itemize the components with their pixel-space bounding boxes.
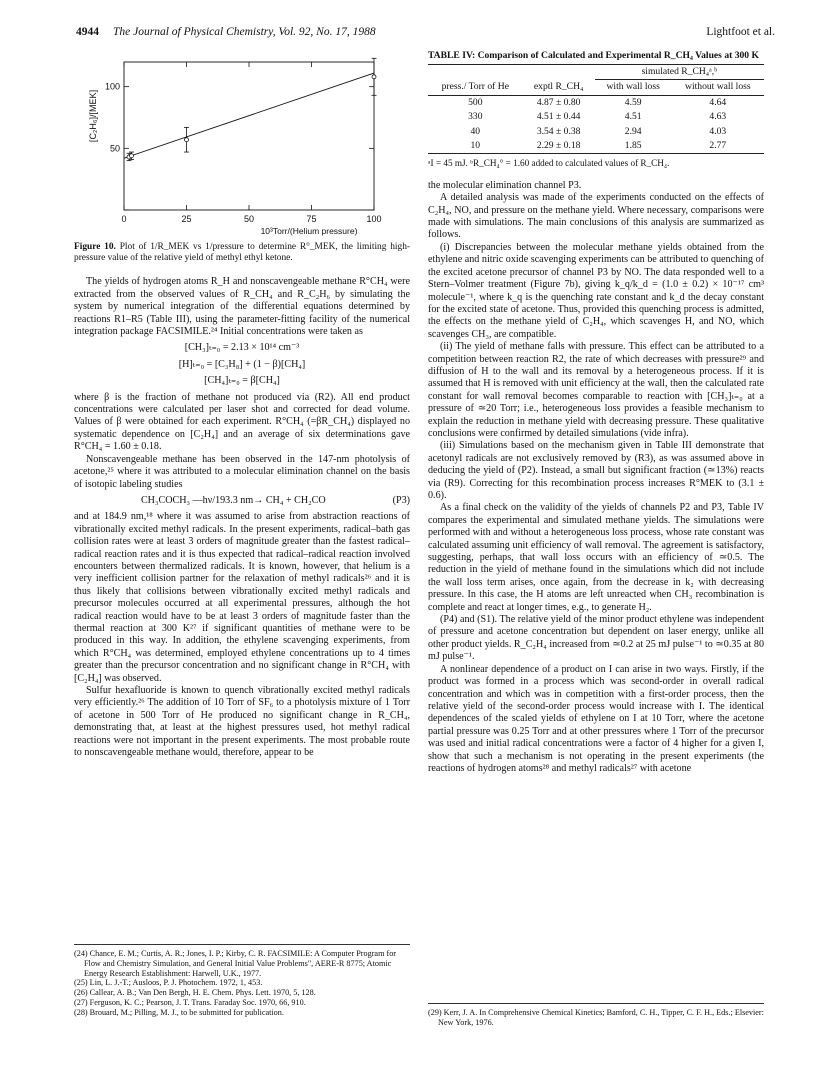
paragraph: Nonscavengeable methane has been observed in the 147-nm photolysis of acetone,²⁵ where it was attributed to a molecular elimination channel on the basis of isotopic labeling studies (74, 453, 410, 490)
paragraph: Sulfur hexafluoride is known to quench vibrationally excited methyl radicals very efficiently.²⁶ The addition of 10 Torr of SF₆ to a photolysis mixture of 1 Torr of acetone in 500 Torr of He produced no significant change in R_CH₄, demonstrating that, at least at the highest pressures used, hot methyl radical reactions were not important in the present experiments. The most probable route to nonscavengeable methane would, therefore, appear to be (74, 685, 410, 759)
paragraph: (ii) The yield of methane falls with pressure. This effect can be attributed to a competition between reaction R2, the rate of which decreases with pressure²⁹ and diffusion of H to the wall and its removal by a heterogeneous process. If it is assumed that H is removed with unit efficiency at the wall, then the calculated rate constant for wall removal becomes comparable to reaction with [CH₃]ₜ₌₀ at a pressure of ≃20 Torr; i.e., heterogeneous loss provides a feasible mechanism to explain the reduction in methane yield with decreasing pressure. These qualitative conclusions were confirmed by detailed simulations (vide infra). (428, 341, 764, 439)
footnote: (28) Brouard, M.; Pilling, M. J., to be submitted for publication. (74, 1007, 284, 1017)
table-header: press./ Torr of He (428, 80, 523, 95)
table-cell: 4.59 (624, 96, 642, 108)
table-cell: 1.85 (595, 139, 672, 154)
table-cell: 2.94 (624, 125, 642, 137)
footnotes-right (428, 1003, 764, 1028)
table-cell: 330 (468, 111, 483, 123)
table-row (428, 139, 764, 154)
table-row (428, 95, 764, 110)
table-iv (428, 64, 764, 154)
x-tick-label: 100 (366, 214, 382, 224)
table-cell: 3.54 ± 0.38 (536, 125, 581, 137)
paragraph: the molecular elimination channel P3. (428, 179, 582, 191)
table-header: without wall loss (672, 80, 764, 95)
paragraph: A nonlinear dependence of a product on I can arise in two ways. Firstly, if the product was formed in a process which was second-order in overall radical concentration and which was in competition with a first-order process, then the relative yield of the second-order process would increase with I. The identical dependences of the scaled yields of ethylene on I at 10 Torr, where the acetone partial pressure was 0.25 Torr and at other pressures where 1 Torr of the precursor was used and initial radical concentrations were a factor of 4 higher for a given I, show that such a mechanism is not operating in the present experiments (the reactions of hydrogen atoms²⁸ and methyl radicals²⁷ with acetone (428, 663, 764, 774)
paragraph: As a final check on the validity of the yields of channels P2 and P3, Table IV compares the experimental and simulated methane yields. The simulations were performed with and without a heterogeneous loss process, whose rate constant was calculated assuming unit efficiency of wall removal. The agreement is satisfactory, suggesting, perhaps, that wall loss occurs with an efficiency of ≃0.5. The reduction in the yield of methane found in the simulations which did not include the wall loss term arises, once again, from the decrease in k₂ with decreasing pressure. In this case, the H atoms are left unreacted when CH₃ recombination is complete and react at longer times, e.g., to generate H₂. (428, 502, 764, 613)
table-cell: 2.77 (672, 139, 764, 154)
running-head (76, 26, 775, 38)
right-column (428, 50, 764, 775)
running-authors: Lightfoot et al. (706, 26, 775, 38)
y-tick-label: 50 (109, 143, 120, 154)
table-header: with wall loss (595, 80, 672, 95)
data-point (130, 154, 134, 158)
reaction-p3 (74, 495, 410, 507)
equation: [H]ₜ₌₀ = [C₃H₈] + (1 − β)[CH₄] (178, 358, 306, 370)
data-point (185, 138, 189, 142)
table-row (428, 110, 764, 124)
table-header: exptl R_CH₄ (523, 80, 595, 95)
table-cell: 500 (468, 96, 483, 108)
figure-caption (74, 242, 410, 264)
table-title: TABLE IV: Comparison of Calculated and Experimental R_CH₄ Values at 300 K (428, 50, 759, 61)
x-axis-label: 10³Torr/(Helium pressure) (260, 226, 358, 236)
reaction-equation: CH₃COCH₃ —hν/193.3 nm→ CH₄ + CH₂CO (140, 494, 326, 506)
x-tick-label: 25 (181, 214, 192, 224)
figure-10 (74, 50, 410, 240)
paragraph: (iii) Simulations based on the mechanism given in Table III demonstrate that acetonyl radicals are not exclusively removed by (R3), as was assumed above in deducing the yield of (P2). Instead, a small but significant fraction (≃13%) reacts via (R9). Correcting for this recombination process increases R°MEK to (3.1 ± 0.6). (428, 440, 764, 501)
y-tick-label: 100 (104, 81, 120, 92)
x-tick-label: 0 (121, 214, 127, 224)
table-row (428, 125, 764, 139)
table-group-header: simulated R_CH₄ᵃ,ᵇ (595, 65, 764, 80)
paragraph: (P4) and (S1). The relative yield of the minor product ethylene was independent of pressure and acetone concentration but dependent on laser energy, unlike all other product yields. R_C₂H₄ increased from ≃0.2 at 25 mJ pulse⁻¹ to ≃0.35 at 80 mJ pulse⁻¹. (428, 614, 764, 663)
table-cell: 10 (428, 139, 523, 154)
table-cell: 2.29 ± 0.18 (523, 139, 595, 154)
footnote: (29) Kerr, J. A. In Comprehensive Chemical Kinetics; Bamford, C. H., Tipper, C. F. H., Eds.; Elsevier: New York, 1976. (428, 1008, 764, 1027)
x-tick-label: 50 (243, 214, 255, 224)
equation: [CH₄]ₜ₌₀ = β[CH₄] (204, 375, 280, 387)
table-cell: 4.63 (709, 111, 727, 123)
caption-label: Figure 10. (74, 242, 116, 252)
table-cell: 40 (470, 125, 481, 137)
table-cell: 4.87 ± 0.80 (536, 96, 581, 108)
table-cell: 4.03 (709, 125, 727, 137)
paragraph: and at 184.9 nm,¹⁸ where it was assumed to arise from abstraction reactions of vibrationally excited methyl radicals. In the present experiments, radical–bath gas collision rates were at least 3 orders of magnitude greater than the fastest radical–radical reaction rates and it is thus expected that radical–radical reaction involved encounters between thermalized radicals. It is known, however, that helium is a very inefficient collision partner for the relaxation of methyl radicals²⁶ and it is thus likely that collisions between vibrationally excited methyl radicals and precursor molecules occurred at all experimental pressures, although the hot radical reaction would have to be at least 3 orders of magnitude faster than the thermal reaction at 300 K²⁷ if significant quantities of methane were to be produced in this way. In addition, the ethylene scavenging experiments, from which R°CH₄ was determined, employed ethylene concentrations up to 4 times greater than the precursor concentration and no significant change in R°CH₄ with [C₂H₄] was observed. (74, 511, 410, 684)
equation: [CH₃]ₜ₌₀ = 2.13 × 10¹⁴ cm⁻³ (184, 342, 300, 354)
y-axis-label: [C₂H₆]/[MEK] (88, 89, 98, 143)
paragraph: where β is the fraction of methane not produced via (R2). All end product concentrations were calculated per laser shot and corrected for dead volume. Values of β were obtained for each experiment. R°CH₄ (=βR_CH₄) displayed no systematic dependence on [C₂H₄] and an average of six determinations gave R°CH₄ = 1.60 ± 0.18. (74, 391, 410, 453)
left-column (74, 50, 410, 759)
data-point (372, 75, 376, 79)
caption-text: Plot of 1/R_MEK vs 1/pressure to determine R°_MEK, the limiting high-pressure value of the relative yield of methyl ethyl ketone. (74, 242, 411, 264)
figure-10-plot (74, 50, 410, 240)
footnote: (25) Lin, L. J.-T.; Ausloos, P. J. Photochem. 1972, 1, 453. (74, 978, 263, 988)
journal-title: The Journal of Physical Chemistry, Vol. 92, No. 17, 1988 (113, 26, 376, 38)
paragraph: The yields of hydrogen atoms R_H and nonscavengeable methane R°CH₄ were extracted from the observed values of R_CH₄ and R_C₂H₆ by simulating the system by numerical integration of the differential equations determined by reactions R1–R5 (Table III), using the parameter-fitting facility of the numerical integration package FACSIMILE.²⁴ Initial concentrations were taken as (74, 276, 410, 338)
reaction-tag: (P3) (392, 494, 410, 506)
table-cell: 4.51 ± 0.44 (536, 111, 581, 123)
footnote: (27) Ferguson, K. C.; Pearson, J. T. Trans. Faraday Soc. 1970, 66, 910. (74, 997, 306, 1007)
page-number: 4944 (76, 26, 99, 38)
fit-line (124, 73, 374, 158)
paragraph: (i) Discrepancies between the molecular methane yields obtained from the ethylene and nitric oxide scavenging experiments can be attributed to quenching of the excited acetone precursor of channel P3 by NO. The data responded well to a Stern–Volmer treatment (Figure 7b), giving k_q/k_d = (1.0 ± 0.2) × 10⁻¹⁷ cm³ molecule⁻¹, where k_q is the quenching rate constant and k_d the decay constant for the excited state of acetone. Thus, provided this quenching process is admitted, the effects on the methane yield of C₂H₄, which scavenges H, and NO, which scavenges CH₃, are compatible. (428, 241, 764, 340)
x-tick-label: 75 (306, 214, 317, 224)
plot-frame (124, 62, 374, 210)
footnote: (26) Callear, A. B.; Van Den Bergh, H. E. Chem. Phys. Lett. 1970, 5, 128. (74, 988, 316, 998)
footnote: (24) Chance, E. M.; Curtis, A. R.; Jones, I. P.; Kirby, C. R. FACSIMILE: A Computer Program for Flow and Chemistry Simulation, and General Initial Value Problems", AERE-R 8775; Atomic Energy Research Establishment: Harwell, U.K., 1977. (74, 949, 397, 978)
table-note: ᵃI = 45 mJ. ᵇR_CH₄° = 1.60 added to calculated values of R_CH₄. (428, 158, 670, 169)
table-cell: 4.51 (624, 111, 642, 123)
table-cell: 4.64 (709, 96, 727, 108)
footnotes-left (74, 944, 410, 1018)
paragraph: A detailed analysis was made of the experiments conducted on the effects of C₂H₄, NO, and pressure on the methane yield. Where necessary, comparisons were made with simulations. The main conclusions of this analysis are summarized as follows. (428, 192, 764, 241)
